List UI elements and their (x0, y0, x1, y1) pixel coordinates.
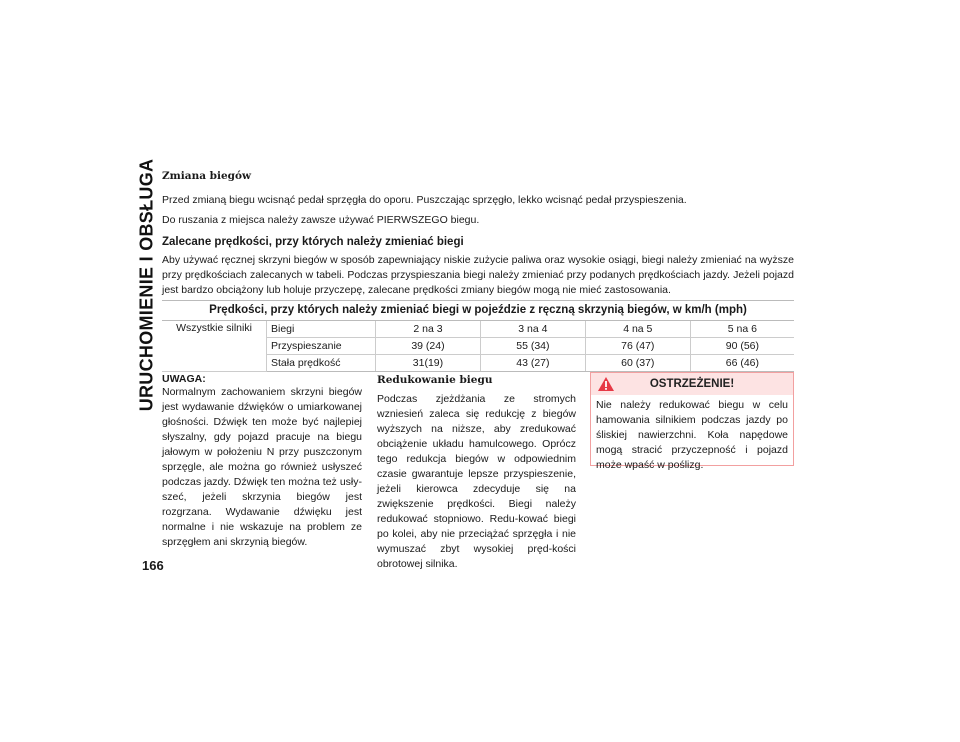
downshift-paragraph: Podczas zjeżdżania ze stromych wzniesień zaleca się redukcję z biegów wyższych na niższe, aby zredukować obciążenie układu hamulcowego. Oprócz tego redukcja biegów w odpowiednim czasie gwarantuje lepsze przyspieszenie, jeżeli kierowca zdecyduje się na zwiększenie prędkości. Biegi należy redukować stopniowo. Redu-kować biegi po kolei, aby nie przeciążać sprzęgła i nie wymuszać zbyt wysokiej pręd-kości obrotowej silnika. (377, 393, 576, 570)
warning-header (591, 373, 793, 395)
page-number: 166 (142, 558, 164, 573)
table-cell: 76 (47) (585, 338, 690, 355)
note-paragraph: Normalnym zachowaniem skrzyni biegów jest wydawanie dźwięków o umiarkowanej głośności. Dźwięk ten może być najlepiej słyszalny, gdy pojazd pracuje na biegu jałowym w położeniu N przy puszczonym sprzęgle, ale można go również usłyszeć podczas jazdy. Dźwięk ten można też usły-szeć, jeżeli skrzynia biegów jest rozgrzana. Wydawanie dźwięku jest normalne i nie wskazuje na problem ze sprzęgłem ani skrzynią biegów. (162, 386, 362, 548)
table-group-label: Wszystkie silniki (162, 321, 267, 372)
shift-speed-table (162, 300, 794, 372)
note-heading: UWAGA: (162, 373, 206, 385)
table-cell: 90 (56) (690, 338, 794, 355)
gear-change-paragraph-2: Do ruszania z miejsca należy zawsze używać PIERWSZEGO biegu. (162, 214, 480, 226)
table-row-label: Stała prędkość (267, 355, 376, 372)
table-cell: 2 na 3 (376, 321, 481, 338)
recommended-speeds-paragraph: Aby używać ręcznej skrzyni biegów w sposób zapewniający niskie zużycie paliwa oraz wysokie osiągi, biegi należy zmieniać na wyższe przy prędkościach zalecanych w tabeli. Podczas przyspieszania biegi należy zmieniać przy podanych prędkościach jazdy. Jeżeli pojazd jest bardzo obciążony lub holuje przyczepę, zalecane prędkości zmiany biegów mogą nie mieć zastosowania. (162, 254, 794, 296)
table-cell: 39 (24) (376, 338, 481, 355)
chapter-title: URUCHOMIENIE I OBSŁUGA (136, 158, 157, 412)
warning-box (590, 372, 794, 471)
warning-triangle-icon (597, 376, 615, 392)
section-heading-recommended-speeds: Zalecane prędkości, przy których należy zmieniać biegi (162, 236, 464, 248)
table-cell: 66 (46) (690, 355, 794, 372)
section-heading-downshift: Redukowanie biegu (377, 374, 493, 386)
table-cell: 4 na 5 (585, 321, 690, 338)
chapter-side-tab (134, 160, 160, 410)
table-cell: 60 (37) (585, 355, 690, 372)
table-cell: 55 (34) (480, 338, 585, 355)
table-cell: 5 na 6 (690, 321, 794, 338)
table-row (162, 321, 794, 338)
table-row-label: Biegi (267, 321, 376, 338)
table-cell: 43 (27) (480, 355, 585, 372)
section-heading-gear-change: Zmiana biegów (162, 170, 252, 182)
table-cell: 31(19) (376, 355, 481, 372)
table-row-label: Przyspieszanie (267, 338, 376, 355)
warning-title: OSTRZEŻENIE! (649, 378, 735, 390)
gear-change-paragraph-1: Przed zmianą biegu wcisnąć pedał sprzęgła do oporu. Puszczając sprzęgło, lekko wcisnąć pedał przyspieszenia. (162, 194, 687, 206)
warning-text: Nie należy redukować biegu w celu hamowania silnikiem podczas jazdy po śliskiej nawierzchni. Koła napędowe mogą stracić przyczepność i pojazd może wpaść w poślizg. (596, 399, 788, 471)
table-cell: 3 na 4 (480, 321, 585, 338)
table-title: Prędkości, przy których należy zmieniać biegi w pojeździe z ręczną skrzynią biegów, w km/h (mph) (162, 301, 794, 321)
